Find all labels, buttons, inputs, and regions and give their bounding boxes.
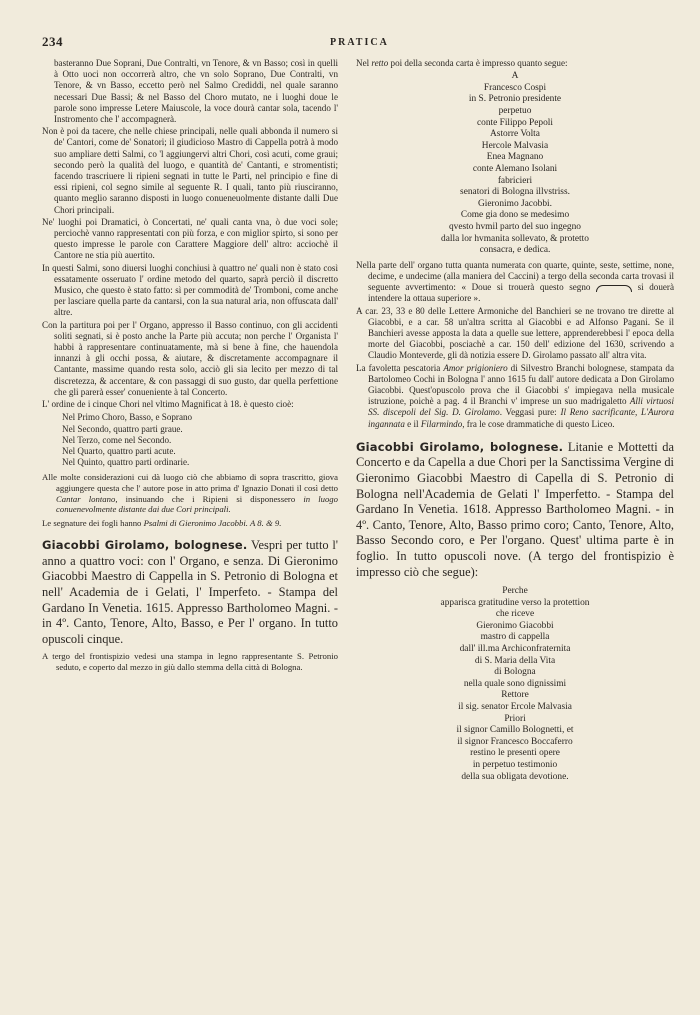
paragraph: basteranno Due Soprani, Due Contralti, vn Tenore, & vn Basso; così in quelli à Otto uoci non occorrerà altro, che vn solo Soprano, Due Contralti, vn Tenore, & vn Basso, eccetto però nel Salmo Crediddi, nel quale saranno necessari Due Bassi; & nel Basso del Choro mutato, ne i luoghi doue le parole sono impresse Letere Maiuscole, la voce dourà cantar sola, tacendo l' Instromento che l' accompagnerà. bbox=[54, 58, 338, 125]
dedication-line: dalla lor hvmanita sollevato, & protetto bbox=[441, 233, 589, 244]
catalog-entry bbox=[42, 538, 338, 647]
dedication-line: fabricieri bbox=[497, 175, 533, 186]
dedication-line: il sig. senator Ercole Malvasia bbox=[458, 702, 572, 713]
dedication-line: perpetuo bbox=[498, 105, 532, 116]
dedication-line: nella quale sono dignissimi bbox=[463, 678, 567, 689]
dedication bbox=[356, 586, 674, 783]
commentary: Alle molte considerazioni cui dà luogo ciò che abbiamo di sopra trascritto, giova aggiungere questa che l' autore pose in atto prima d' Ignazio Donati il così detto Cantar lontano, insinuando che i Ripieni si disponessero in luogo conuenevolmente distante dai due Cori principali. bbox=[42, 472, 338, 515]
list-item: Nel Secondo, quattro parti graue. bbox=[62, 423, 183, 434]
dedication-line: della sua obligata devotione. bbox=[461, 771, 569, 782]
dedication-line: Francesco Cospi bbox=[483, 82, 547, 93]
dedication-line: Perche bbox=[502, 586, 528, 597]
right-column bbox=[356, 58, 674, 783]
signatures-note: Le segnature dei fogli hanno Psalmi di Gieronimo Jacobbi. A 8. & 9. bbox=[42, 517, 282, 528]
entry-note: A tergo del frontispizio vedesi una stampa in legno rappresentante S. Petronio seduto, e coperto dal mezzo in giù dallo stemma della città di Bologna. bbox=[42, 651, 338, 673]
list-item: Nel Quinto, quattro parti ordinarie. bbox=[62, 457, 190, 468]
dedication-line: di Bologna bbox=[494, 667, 536, 678]
dedication-line: senatori di Bologna illvstriss. bbox=[460, 187, 570, 198]
dedication-line: Gieronimo Giacobbi bbox=[476, 620, 554, 631]
dedication-line: Enea Magnano bbox=[486, 152, 544, 163]
paragraph: Nella parte dell' organo tutta quanta numerata con quarte, quinte, seste, settime, none, decime, e undecime (alla maniera del Caccini) a tergo della seconda carta trovasi il seguente avvertimento: « Doue si trouerà questo segno si douerà intendere la ottaua superiore ». bbox=[356, 259, 674, 304]
running-head: PRATICA bbox=[330, 37, 389, 48]
chori-list bbox=[62, 412, 338, 468]
dedication-line: Come gia dono se medesimo bbox=[460, 210, 570, 221]
paragraph: Nel retto poi della seconda carta è impresso quanto segue: bbox=[356, 58, 568, 68]
octave-sign-icon bbox=[596, 285, 632, 292]
paragraph: In questi Salmi, sono diuersi luoghi conchiusi à quattro ne' quali non è stato così essatamente osseruato l' ordine metodo del quarto, saprà perciò il discretto Musico, che questo è stato fatto: sì per commodità de' Tromboni, come anche per lasciare quella parte da cantarsi, con la sua natural aria, non offuscata dall' altre. bbox=[42, 262, 338, 318]
dedication-line: Gieronimo Jacobbi. bbox=[478, 198, 552, 209]
dedication-line: restino le presenti opere bbox=[470, 748, 560, 759]
dedication-line: conte Filippo Pepoli bbox=[476, 117, 554, 128]
entry-heading: Giacobbi Girolamo, bolognese. bbox=[356, 439, 564, 454]
dedication bbox=[356, 71, 674, 257]
catalog-entry bbox=[356, 440, 674, 580]
dedication-line: A bbox=[511, 71, 519, 82]
paragraph: Ne' luoghi poi Dramatici, ò Concertati, ne' quali canta vna, ò due voci sole; perciochè vanno rappresentati con più forza, e con miglior spirto, si sono per questo impresse le parole con Carattere Maggiore dell' altro: acciochè il Cantore ne stia più auertito. bbox=[42, 216, 338, 261]
paragraph: L' ordine de i cinque Chori nel vltimo Magnificat à 18. è questo cioè: bbox=[42, 399, 294, 410]
paragraph: La favoletta pescatoria Amor prigioniero di Silvestro Branchi bolognese, stampata da Bartolomeo Cochi in Bologna l' anno 1615 fu dall' autore dedicata a Don Girolamo Giacobbi. Quest'opuscolo prova che il Giacobbi s' impiegava nella musicale istruzione, poichè a pag. 4 il Branchi v' imprese un suo madrigaletto Alli virtuosi SS. discepoli del Sig. D. Girolamo. Veggasi pure: Il Reno sacrificante, L'Aurora ingannata e il Filarmindo, fra le cose drammatiche di questo Liceo. bbox=[356, 362, 674, 429]
paragraph: Con la partitura poi per l' Organo, appresso il Basso continuo, con gli accidenti soliti segnati, si è posto anche la Parte più accuta; non perche l' Organista l' habbi à rappresentare continuatamente, mà si bene à fine, che hauendola innanzi à gli occhi possa, & aiutare, & discretamente accompagnare il Cantante, massime quando resta solo, acciò gli sia lecito per mezzo di tal discretezza, & accentare, & con passaggi di suo gusto, dar quella perfettione che gli parerà esser' conueniente à tal Concerto. bbox=[42, 319, 338, 397]
dedication-line: conte Alemano Isolani bbox=[472, 163, 558, 174]
list-item: Nel Primo Choro, Basso, e Soprano bbox=[62, 412, 193, 423]
paragraph: A car. 23, 33 e 80 delle Lettere Armoniche del Banchieri se ne trovano tre dirette al Giacobbi, e a car. 58 un'altra scritta al Giacobbi e ad Alfonso Pagani. Se il Banchieri avesse apposta la data a quelle sue lettere, apprenderebbesi l' epoca della morte del Giacobbi, posciachè a car. 150 dell' edizione del 1630, scrivendo a Claudio Monteverde, gli dà notizia essere D. Girolamo passato all' altra vita. bbox=[356, 305, 674, 361]
list-item: Nel Quarto, quattro parti acute. bbox=[62, 445, 176, 456]
dedication-line: di S. Maria della Vita bbox=[474, 655, 556, 666]
entry-body: Vespri per tutto l' anno a quattro voci: con l' Organo, e senza. Di Gieronimo Giacobbi Maestro di Cappella in S. Petronio di Bologna et nell' Academia de i Gelati, l' Imperfeto. - Stampa del Gardano In Venetia. 1615. Appresso Bartholomeo Magni. - in 4º. Canto, Tenore, Alto, Basso, e Per l' organo. In tutto opuscoli cinque. bbox=[42, 538, 339, 646]
dedication-line: Hercole Malvasia bbox=[481, 140, 549, 151]
dedication-line: che riceve bbox=[495, 609, 535, 620]
dedication-line: in S. Petronio presidente bbox=[468, 94, 562, 105]
entry-heading: Giacobbi Girolamo, bolognese. bbox=[42, 538, 248, 553]
left-column bbox=[42, 58, 338, 673]
dedication-line: apparisca gratitudine verso la protettion bbox=[440, 597, 590, 608]
dedication-line: il signor Francesco Boccaferro bbox=[457, 736, 573, 747]
entry-body: Litanie e Mottetti da Concerto e da Capella a due Chori per la Sanctissima Vergine di Gieronimo Giacobbi Maestro di Capella di S. Petronio di Bologna nell'Academia de Gelati l' Imperfetto. - Stampa del Gardano In Venetia. 1618. Appresso Bartholomeo Magni. - in 4º. Canto, Tenore, Alto, Basso primo coro; Canto, Tenore, Alto, Basso Secondo coro, e Per l'organo. Quest' ultima parte è in foglio. In tutto opuscoli nove. (A tergo del frontispizio è impresso ciò che segue): bbox=[356, 439, 675, 579]
page-number: 234 bbox=[42, 34, 63, 49]
dedication-line: dall' ill.ma Archiconfraternita bbox=[459, 644, 571, 655]
dedication-line: mastro di cappella bbox=[480, 632, 550, 643]
list-item: Nel Terzo, come nel Secondo. bbox=[62, 434, 172, 445]
dedication-line: in perpetuo testimonio bbox=[472, 760, 558, 770]
dedication-line: Astorre Volta bbox=[490, 129, 540, 140]
dedication-line: Priori bbox=[504, 713, 526, 724]
dedication-line: qvesto hvmil parto del suo ingegno bbox=[448, 221, 581, 232]
dedication-line: consacra, e dedica. bbox=[479, 245, 551, 256]
dedication-line: il signor Camillo Bolognetti, et bbox=[456, 725, 574, 736]
dedication-line: Rettore bbox=[501, 690, 529, 701]
paragraph: Non è poi da tacere, che nelle chiese principali, nelle quali abbonda il numero si de' Cantori, come de' Sonatori; il giudicioso Mastro di Cappella potrà à modo suo ampliare detti Salmi, co 'l aggiungervi altri Chori, così acuti, come graui; secondo però la qualità del luogo, e quantità de' Cantanti, e stromentisti; facendo trascriuere li ripieni segnati in tutte le Parti, nel principio e fine di essi ripieni, col segno simile al seguente R. I quali, tanto più riusciranno, quanto meglio saranno disposti in luogo conueneuolmente distante dalli Due Chori principali. bbox=[42, 126, 338, 215]
